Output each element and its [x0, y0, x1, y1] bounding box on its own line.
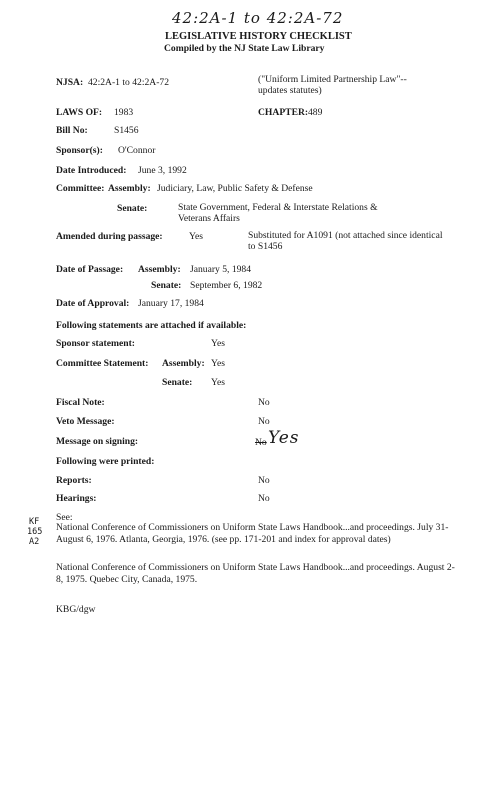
passage-senate-label: Senate:: [151, 280, 182, 291]
reference-2: National Conference of Commissioners on Uniform State Laws Handbook...and proceedings. August 2-8, 1975. Quebec City, Canada, 1975.: [56, 562, 455, 585]
page-title: LEGISLATIVE HISTORY CHECKLIST: [165, 31, 352, 42]
chapter-value: 489: [308, 107, 323, 118]
approval-label: Date of Approval:: [56, 298, 130, 309]
printed-header: Following were printed:: [56, 456, 155, 467]
date-introduced-label: Date Introduced:: [56, 165, 127, 176]
committee-statement-senate-value: Yes: [211, 377, 225, 388]
committee-statement-assembly-value: Yes: [211, 358, 225, 369]
reference-1: National Conference of Commissioners on Uniform State Laws Handbook...and proceedings. July 31-August 6, 1976. Atlanta, Georgia, 1976. (see pp. 171-201 and index for approval dates): [56, 522, 449, 545]
committee-assembly-value: Judiciary, Law, Public Safety & Defense: [157, 183, 313, 194]
chapter-label: CHAPTER:: [258, 107, 309, 118]
amended-label: Amended during passage:: [56, 231, 163, 242]
bill-no-value: S1456: [114, 125, 139, 136]
fiscal-note-label: Fiscal Note:: [56, 397, 105, 408]
handwritten-header: 42:2A-1 to 42:2A-72: [172, 9, 344, 27]
committee-assembly-label: Assembly:: [108, 183, 151, 194]
sponsors-label: Sponsor(s):: [56, 145, 103, 156]
passage-assembly-label: Assembly:: [138, 264, 181, 275]
veto-message-value: No: [258, 416, 270, 427]
committee-statement-assembly-label: Assembly:: [162, 358, 205, 369]
committee-senate-label: Senate:: [117, 203, 148, 214]
passage-label: Date of Passage:: [56, 264, 124, 275]
reports-label: Reports:: [56, 475, 92, 486]
bill-no-label: Bill No:: [56, 125, 88, 136]
see-label: See:: [56, 512, 73, 523]
passage-assembly-value: January 5, 1984: [190, 264, 252, 275]
initials: KBG/dgw: [56, 604, 96, 615]
sponsor-statement-label: Sponsor statement:: [56, 338, 135, 349]
date-introduced-value: June 3, 1992: [138, 165, 187, 176]
call-number-2: 165: [27, 527, 43, 537]
veto-message-label: Veto Message:: [56, 416, 115, 427]
laws-of-label: LAWS OF:: [56, 107, 103, 118]
message-signing-struck: No: [255, 437, 267, 448]
call-number-3: A2: [29, 537, 40, 547]
committee-statement-senate-label: Senate:: [162, 377, 193, 388]
committee-label: Committee:: [56, 183, 105, 194]
njsa-value: 42:2A-1 to 42:2A-72: [88, 77, 170, 88]
njsa-label: NJSA:: [56, 77, 84, 88]
amended-value: Yes: [189, 231, 203, 242]
hearings-value: No: [258, 493, 270, 504]
message-signing-handwritten: Yes: [268, 428, 300, 448]
sponsors-value: O'Connor: [118, 145, 156, 156]
sponsor-statement-value: Yes: [211, 338, 225, 349]
committee-statement-label: Committee Statement:: [56, 358, 149, 369]
laws-of-value: 1983: [114, 107, 134, 118]
call-number-1: KF: [29, 517, 40, 527]
statements-header: Following statements are attached if available:: [56, 320, 247, 331]
fiscal-note-value: No: [258, 397, 270, 408]
committee-senate-value: State Government, Federal & Interstate Relations & Veterans Affairs: [178, 202, 378, 225]
amended-note: Substituted for A1091 (not attached since identical to S1456: [248, 230, 443, 253]
approval-value: January 17, 1984: [138, 298, 204, 309]
message-signing-label: Message on signing:: [56, 436, 139, 447]
reports-value: No: [258, 475, 270, 486]
page-subtitle: Compiled by the NJ State Law Library: [164, 43, 325, 54]
hearings-label: Hearings:: [56, 493, 97, 504]
njsa-note: ("Uniform Limited Partnership Law"--updates statutes): [258, 74, 407, 97]
passage-senate-value: September 6, 1982: [190, 280, 263, 291]
